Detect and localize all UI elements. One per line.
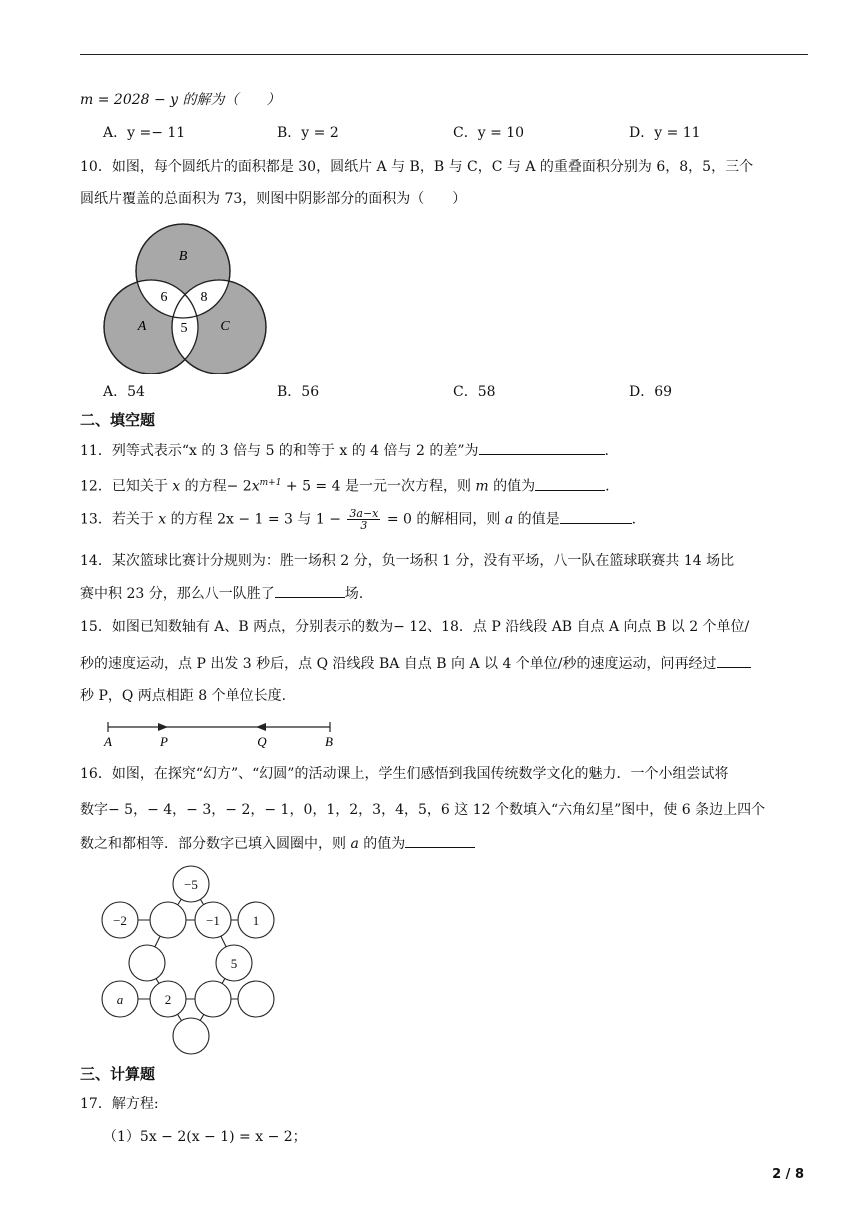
q11: 11．列等式表示“x 的 3 倍与 5 的和等于 x 的 4 倍与 2 的差”为 . [80,440,808,461]
node-bottom [173,1018,209,1054]
q12: 12．已知关于 x 的方程− $2x^{m+1} + 5 = 4$ 是一元一次方程，则 m 的值为 . [80,473,808,497]
q15-blank[interactable] [717,653,751,668]
q14-line1: 14．某次篮球比赛计分规则为：胜一场积 2 分，负一场积 1 分，没有平场，八一队在篮球联赛共 14 场比 [80,553,735,569]
node-mid-right-value: 5 [230,956,238,971]
axis-label-p: P [160,734,168,749]
q15-line3: 秒 P，Q 两点相距 8 个单位长度. [80,688,287,704]
q9-option-d[interactable]: D．y = 11 [629,125,701,141]
page-number: 2 / 8 [772,1167,804,1182]
node-mid-left [129,945,165,981]
venn-overlap-ac: 5 [180,321,188,336]
q15-line1: 15．如图已知数轴有 A、B 两点，分别表示的数为− 12、18．点 P 沿线段 AB 自点 A 向点 B 以 2 个单位/ [80,619,750,635]
q10-option-c[interactable]: C．58 [453,384,496,400]
node-row2-4 [238,981,274,1017]
node-row2-3 [195,981,231,1017]
node-row1-4-value: 1 [252,913,260,928]
axis-label-q: Q [257,734,267,749]
q16-line2: 数字− 5，− 4，− 3，− 2，− 1，0，1，2，3，4，5，6 这 12 个数填入“六角幻星”图中，使 6 条边上四个 [80,802,766,818]
venn-label-a: A [137,319,147,334]
q16-line1: 16．如图，在探究“幻方”、“幻圆”的活动课上，学生们感悟到我国传统数学文化的魅力．一个小组尝试将 [80,766,729,782]
node-row1-2 [150,902,186,938]
q9-options [103,123,808,143]
node-row1-1-value: −2 [113,913,127,928]
q9-option-b[interactable]: B．y = 2 [277,125,339,141]
q14-blank[interactable] [275,583,345,598]
venn-label-c: C [220,319,230,334]
arrow-left-icon [256,723,266,731]
node-row2-1-value: a [116,992,124,1007]
q15-line2: 秒的速度运动，点 P 出发 3 秒后，点 Q 沿线段 BA 自点 B 向 A 以 4 个单位/秒的速度运动，问再经过 [80,653,808,674]
q10-options [103,382,808,402]
venn-overlap-bc: 8 [200,290,208,305]
header-rule [80,54,808,55]
q11-blank[interactable] [479,440,605,455]
axis-label-a: A [104,734,112,749]
venn-overlap-ab: 6 [160,290,168,305]
number-line [100,718,340,750]
axis-label-b: B [325,734,333,749]
q10-line2: 圆纸片覆盖的总面积为 73，则图中阴影部分的面积为（ ） [80,191,467,207]
q9-option-c[interactable]: C．y = 10 [453,125,525,141]
q9-tail: m = 2028 − y 的解为（ ） [80,92,281,108]
q12-blank[interactable] [535,476,605,491]
q10-option-d[interactable]: D．69 [629,384,673,400]
section-fill-in-title: 二、填空题 [80,411,156,429]
node-row1-3-value: −1 [206,913,220,928]
q13-blank[interactable] [560,509,632,524]
q17-part1: （1）5x − 2(x − 1) = x − 2； [103,1129,307,1145]
q10-option-a[interactable]: A．54 [103,384,145,400]
q10-option-b[interactable]: B．56 [277,384,320,400]
q13: 13．若关于 x 的方程 2x − 1 = 3 与 1 − $\frac{3a-x}{3}$ = 0 的解相同，则 a 的值是 . [80,507,637,532]
q16-line3: 数之和都相等．部分数字已填入圆圈中，则 a 的值为 [80,833,808,854]
section-calc-title: 三、计算题 [80,1065,156,1083]
q16-blank[interactable] [405,833,475,848]
node-row2-2-value: 2 [164,992,172,1007]
venn-label-b: B [178,249,188,264]
q9-option-a[interactable]: A．y =− 11 [103,125,186,141]
hexagram-diagram [96,864,280,1060]
q17-title: 17．解方程: [80,1096,159,1112]
venn-diagram [98,222,270,374]
q14-line2: 赛中积 23 分，那么八一队胜了 场. [80,583,808,604]
q10-line1: 10．如图，每个圆纸片的面积都是 30，圆纸片 A 与 B，B 与 C，C 与 A 的重叠面积分别为 6，8，5，三个 [80,159,754,175]
arrow-right-icon [158,723,168,731]
node-top-value: −5 [184,877,198,892]
q13-fraction: $\frac{3a-x}{3}$ [349,507,379,532]
